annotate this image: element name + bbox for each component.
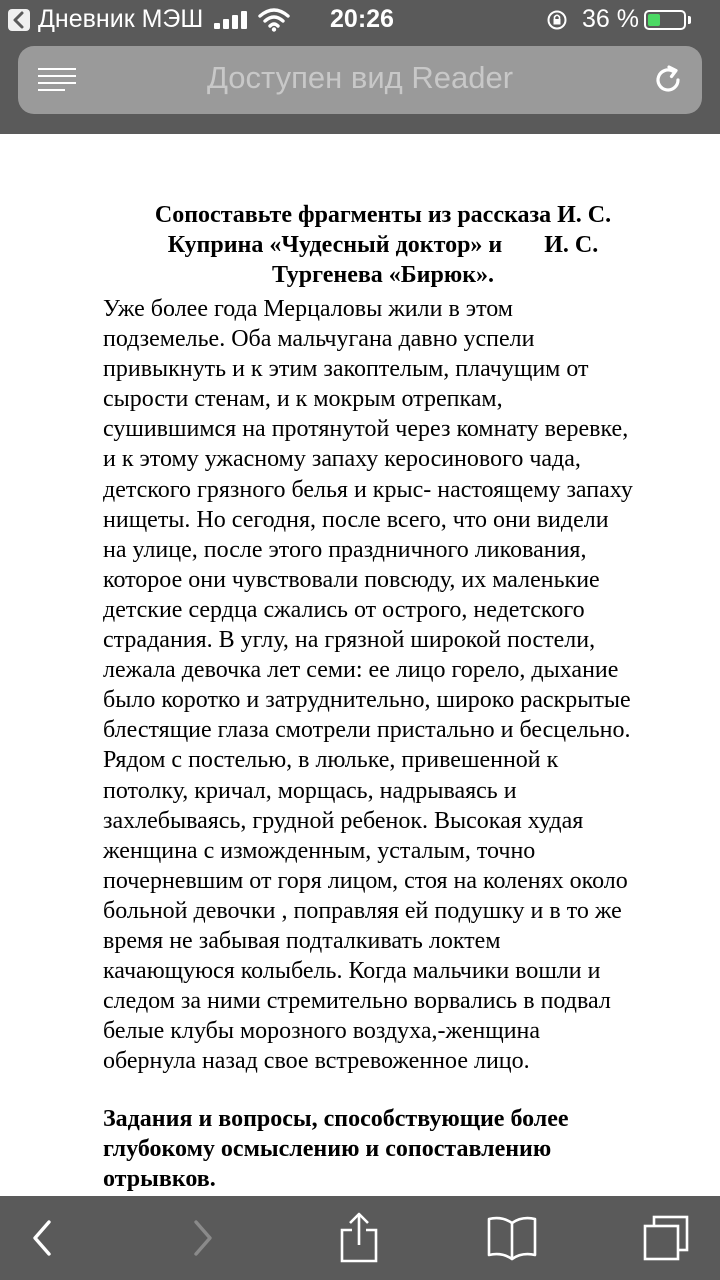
tasks-line: глубокому осмыслению и сопоставлению bbox=[103, 1136, 552, 1162]
address-bar[interactable] bbox=[18, 46, 702, 114]
reload-icon[interactable] bbox=[652, 64, 684, 101]
body-line: качающуюся колыбель. Когда мальчики вошли и bbox=[103, 958, 601, 985]
forward-icon[interactable] bbox=[153, 1196, 253, 1280]
body-line: блестящие глаза смотрели пристально и бесцельно. bbox=[103, 717, 631, 744]
address-bar-text[interactable]: Доступен вид Reader bbox=[206, 60, 514, 95]
tasks-heading bbox=[103, 1104, 683, 1194]
battery-level-fill bbox=[648, 14, 660, 26]
battery-tip bbox=[688, 16, 691, 24]
body-line: на улице, после этого праздничного ликования, bbox=[103, 536, 587, 563]
body-line: было коротко и затруднительно, широко раскрытые bbox=[103, 687, 631, 714]
body-line: следом за ними стремительно ворвались в подвал bbox=[103, 988, 611, 1015]
body-line: белые клубы морозного воздуха,-женщина bbox=[103, 1018, 541, 1045]
reader-lines-icon[interactable] bbox=[38, 68, 76, 94]
back-icon[interactable] bbox=[0, 1196, 92, 1280]
body-line: сырости стенам, и к мокрым отрепкам, bbox=[103, 386, 503, 413]
body-line: и к этому ужасному запаху керосинового чада, bbox=[103, 446, 581, 473]
signal-icon bbox=[214, 11, 248, 29]
body-line: Уже более года Мерцаловы жили в этом bbox=[103, 296, 513, 322]
body-line: потолку, кричал, морщась, надрываясь и bbox=[103, 777, 517, 804]
body-line: почерневшим от горя лицом, стоя на коленях около bbox=[103, 867, 628, 894]
body-line: обернула назад свое встревоженное лицо. bbox=[103, 1048, 530, 1075]
article-body bbox=[103, 294, 683, 1076]
tasks-line: отрывков. bbox=[103, 1166, 216, 1192]
tabs-icon[interactable] bbox=[616, 1196, 716, 1280]
tasks-line: Задания и вопросы, способствующие более bbox=[103, 1106, 569, 1132]
browser-top-bar bbox=[0, 40, 720, 134]
body-line: лежала девочка лет семи: ее лицо горело, дыхание bbox=[103, 657, 619, 684]
body-line: подземелье. Оба мальчугана давно успели bbox=[103, 326, 535, 353]
share-icon[interactable] bbox=[309, 1196, 409, 1280]
body-line: женщина с изможденным, усталым, точно bbox=[103, 837, 536, 864]
body-line: детские сердца сжались от острого, недетского bbox=[103, 596, 585, 623]
body-line: больной девочки , поправляя ей подушку и в то же bbox=[103, 897, 622, 924]
body-line: страдания. В углу, на грязной широкой постели, bbox=[103, 627, 596, 654]
body-line: захлебываясь, грудной ребенок. Высокая худая bbox=[103, 807, 584, 834]
back-to-app-label[interactable]: Дневник МЭШ bbox=[38, 5, 204, 33]
body-line: сушившимся на протянутой через комнату веревке, bbox=[103, 416, 629, 443]
body-line: время не забывая подталкивать локтем bbox=[103, 927, 501, 954]
body-line: которое они чувствовали повсюду, их маленькие bbox=[103, 566, 600, 593]
title-line: Сопоставьте фрагменты из рассказа И. С. bbox=[154, 202, 612, 228]
bookmarks-icon[interactable] bbox=[462, 1196, 562, 1280]
article-title bbox=[103, 200, 663, 290]
page-content[interactable] bbox=[0, 134, 720, 1196]
body-line: привыкнуть и к этим закоптелым, плачущим от bbox=[103, 356, 589, 383]
browser-bottom-toolbar bbox=[0, 1196, 720, 1280]
battery-icon bbox=[644, 10, 686, 30]
body-line: детского грязного белья и крыс- настоящему запаху bbox=[103, 476, 633, 503]
status-time: 20:26 bbox=[330, 5, 394, 33]
battery-percent: 36 % bbox=[582, 5, 639, 33]
orientation-lock-icon bbox=[546, 9, 568, 36]
body-line: Рядом с постелью, в люльке, привешенной к bbox=[103, 747, 559, 774]
wifi-icon bbox=[258, 8, 290, 37]
status-bar bbox=[0, 0, 720, 40]
title-line: Тургенева «Бирюк». bbox=[271, 262, 495, 288]
body-line: нищеты. Но сегодня, после всего, что они видели bbox=[103, 506, 609, 533]
title-line: Куприна «Чудесный доктор» и И. С. bbox=[167, 232, 599, 258]
back-to-app-icon[interactable] bbox=[8, 9, 30, 31]
